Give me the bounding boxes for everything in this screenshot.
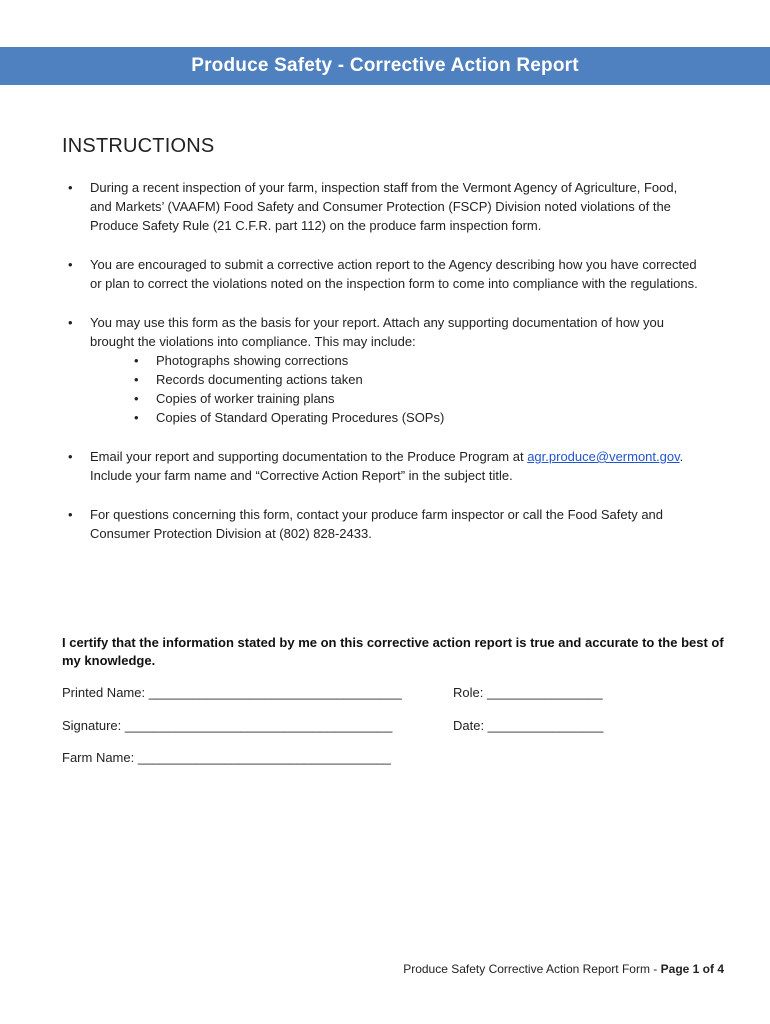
instruction-item bbox=[62, 178, 702, 235]
instructions-heading: INSTRUCTIONS bbox=[62, 135, 215, 157]
bullet-icon: • bbox=[68, 257, 73, 272]
bullet-icon: • bbox=[68, 449, 73, 464]
instruction-text: You are encouraged to submit a corrective action report to the Agency describing how you have corrected or plan to correct the violations noted on the inspection form to come into compliance with the regulations. bbox=[90, 257, 698, 291]
page-number: Page 1 of 4 bbox=[660, 962, 724, 976]
email-link[interactable]: agr.produce@vermont.gov bbox=[527, 449, 680, 464]
farm-name-field[interactable]: Farm Name: ___________________________________ bbox=[62, 750, 391, 765]
report-title: Produce Safety - Corrective Action Report bbox=[191, 55, 579, 76]
documentation-sublist bbox=[90, 351, 702, 427]
instruction-item bbox=[62, 447, 702, 485]
bullet-icon: • bbox=[68, 507, 73, 522]
sublist-item bbox=[90, 389, 702, 408]
sublist-item bbox=[90, 351, 702, 370]
role-field[interactable]: Role: ________________ bbox=[453, 685, 603, 700]
instruction-item bbox=[62, 255, 702, 293]
sublist-item-text: Photographs showing corrections bbox=[156, 353, 349, 368]
sublist-item bbox=[90, 408, 702, 427]
page-footer bbox=[403, 962, 724, 976]
email-instruction-text: Email your report and supporting documentation to the Produce Program at bbox=[90, 449, 528, 464]
sublist-item-text: Copies of worker training plans bbox=[156, 391, 335, 406]
sub-bullet-icon: • bbox=[134, 353, 139, 368]
instructions-list bbox=[62, 178, 702, 563]
sublist-item bbox=[90, 370, 702, 389]
instruction-text: During a recent inspection of your farm, inspection staff from the Vermont Agency of Agriculture, Food, and Markets’ (VAAFM) Food Safety and Consumer Protection (FSCP) Division noted violations of the Produce Safety Rule (21 C.F.R. part 112) on the produce farm inspection form. bbox=[90, 180, 678, 233]
bullet-icon: • bbox=[68, 315, 73, 330]
sub-bullet-icon: • bbox=[134, 372, 139, 387]
sublist-item-text: Records documenting actions taken bbox=[156, 372, 363, 387]
sub-bullet-icon: • bbox=[134, 410, 139, 425]
instruction-item bbox=[62, 505, 702, 543]
report-title-banner bbox=[0, 47, 770, 85]
footer-form-name: Produce Safety Corrective Action Report Form - bbox=[403, 962, 661, 976]
signature-field[interactable]: Signature: _____________________________________ bbox=[62, 718, 393, 733]
sublist-item-text: Copies of Standard Operating Procedures (SOPs) bbox=[156, 410, 445, 425]
instruction-text: You may use this form as the basis for your report. Attach any supporting documentation of how you brought the violations into compliance. This may include: bbox=[90, 315, 665, 349]
instruction-text: For questions concerning this form, contact your produce farm inspector or call the Food Safety and Consumer Protection Division at (802) 828-2433. bbox=[90, 507, 664, 541]
printed-name-field[interactable]: Printed Name: ___________________________________ bbox=[62, 685, 402, 700]
sub-bullet-icon: • bbox=[134, 391, 139, 406]
email-instruction-text-tail: . Include your farm name and “Corrective Action Report” in the subject title. bbox=[90, 449, 684, 483]
date-field[interactable]: Date: ________________ bbox=[453, 718, 604, 733]
certification-statement: I certify that the information stated by me on this corrective action report is true and accurate to the best of my knowledge. bbox=[62, 635, 724, 668]
instruction-item bbox=[62, 313, 702, 427]
bullet-icon: • bbox=[68, 180, 73, 195]
